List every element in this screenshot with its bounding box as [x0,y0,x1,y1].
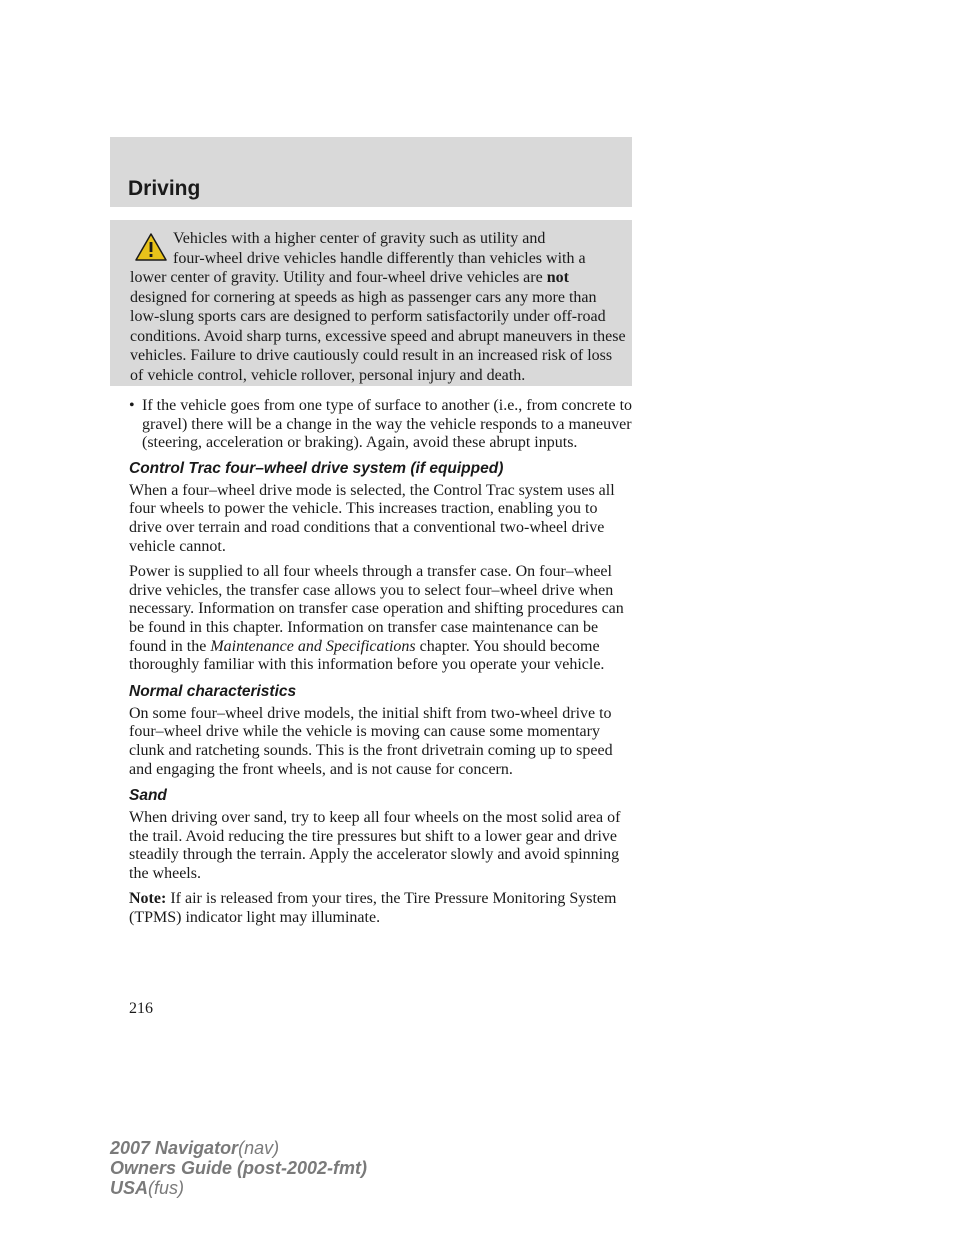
warning-box [110,220,632,386]
chapter-reference: Maintenance and Specifications [210,637,416,655]
page-number: 216 [129,1000,153,1017]
bullet-text: If the vehicle goes from one type of surface to another (i.e., from concrete to gravel) there will be a change in the way the vehicle responds to a maneuver (steering, acceleration or braking). Again, avoid these abrupt inputs. [142,397,633,452]
heading-normal-characteristics: Normal characteristics [129,682,297,700]
section-title: Driving [128,177,201,200]
paragraph: Power is supplied to all four wheels through a transfer case. On four–wheel drive vehicles, the transfer case allows you to select four–wheel drive when necessary. Information on transfer case operation and shifting procedures can be found in this chapter. Information on transfer case maintenance can be found in the Maintenance and Specifications chapter. You should become thoroughly familiar with this information before you operate your vehicle. [129,563,624,674]
bullet-mark: • [129,397,135,414]
section-header [110,137,632,207]
document-footer: 2007 Navigator(nav) Owners Guide (post-2002-fmt) USA(fus) [110,1138,368,1198]
heading-control-trac: Control Trac four–wheel drive system (if equipped) [129,459,504,477]
note: Note: If air is released from your tires, the Tire Pressure Monitoring System (TPMS) indicator light may illuminate. [129,890,617,927]
list-item [129,397,634,453]
paragraph: When driving over sand, try to keep all four wheels on the most solid area of the trail. Avoid reducing the tire pressures but shift to a lower gear and drive steadily through the terrain. Apply the accelerator slowly and avoid spinning the wheels. [129,809,621,882]
heading-sand: Sand [129,787,167,805]
page-body [129,397,634,935]
paragraph: When a four–wheel drive mode is selected, the Control Trac system uses all four wheels to power the vehicle. This increases traction, enabling you to drive over terrain and road conditions that a conventional two-wheel drive vehicle cannot. [129,481,615,555]
warning-emphasis: not [546,269,569,286]
warning-text: Vehicles with a higher center of gravity such as utility and four-wheel drive vehicles handle differently than vehicles with a lower center of gravity. Utility and four-wheel drive vehicles are not designed for cornering at speeds as high as passenger cars any more than low-slung sports cars are designed to perform satisfactorily under off-road conditions. Avoid sharp turns, excessive speed and abrupt maneuvers in these vehicles. Failure to drive cautiously could result in an increased risk of loss of vehicle control, vehicle rollover, personal injury and death. [130,230,626,384]
paragraph: On some four–wheel drive models, the initial shift from two-wheel drive to four–wheel drive while the vehicle is moving can cause some momentary clunk and ratcheting sounds. This is the front drivetrain coming up to speed and engaging the front wheels, and is not cause for concern. [129,704,613,778]
note-label: Note: [129,890,167,908]
